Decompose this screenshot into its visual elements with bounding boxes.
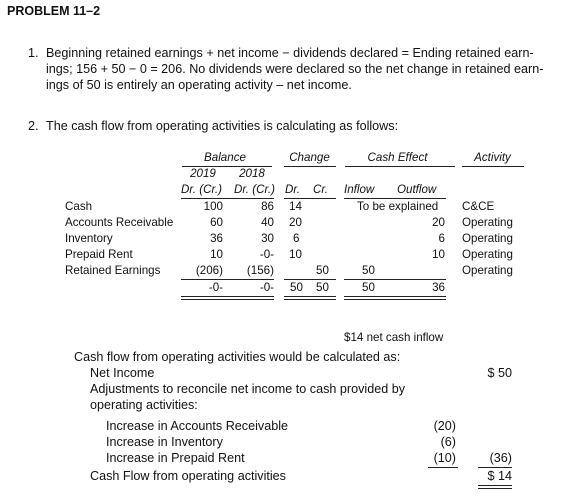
header-cr: Cr. — [313, 183, 329, 196]
row-2019: (206) — [195, 264, 223, 277]
cashflow-total-double-rule — [478, 485, 512, 489]
cashflow-total-label: Cash Flow from operating activities — [90, 469, 286, 483]
total-2019: -0- — [208, 281, 223, 294]
row-outflow: 6 — [438, 232, 445, 245]
net-income-value: $ 50 — [487, 366, 512, 380]
row-label: Cash — [65, 200, 93, 213]
adjustments-line-1: Adjustments to reconcile net income to cash provided by — [90, 382, 406, 396]
item-1-number: 1. — [28, 46, 39, 60]
row-inflow: 50 — [362, 264, 375, 277]
change-underline — [284, 166, 336, 167]
total-outflow: 36 — [432, 281, 445, 294]
activity-underline — [462, 166, 524, 167]
row-2019: 100 — [203, 200, 223, 213]
item-2-number: 2. — [28, 119, 39, 133]
totals-double-rule-change — [284, 296, 336, 300]
row-2018: (156) — [246, 264, 274, 277]
drcr-underline — [181, 198, 274, 199]
adjustments-line-2: operating activities: — [90, 398, 198, 412]
row-dr: 6 — [293, 232, 300, 245]
item-1-line-3: ings of 50 is entirely an operating activity – net income. — [46, 78, 352, 92]
row-label: Retained Earnings — [65, 264, 161, 277]
row-activity: Operating — [462, 232, 513, 245]
row-outflow: 20 — [432, 216, 445, 229]
header-2018: 2018 — [239, 167, 265, 180]
drcr-change-underline — [284, 198, 336, 199]
totals-rule-change — [284, 279, 336, 280]
header-change: Change — [289, 151, 330, 164]
net-cash-note: $14 net cash inflow — [344, 331, 444, 344]
total-cr: 50 — [316, 281, 329, 294]
page-title: PROBLEM 11–2 — [7, 4, 101, 18]
row-activity: Operating — [462, 248, 513, 261]
row-2018: -0- — [259, 248, 274, 261]
cash-effect-underline — [345, 166, 455, 167]
row-2018: 30 — [261, 232, 274, 245]
adjustment-label: Increase in Inventory — [106, 435, 223, 449]
net-income-label: Net Income — [90, 366, 155, 380]
total-inflow: 50 — [362, 281, 375, 294]
row-label: Accounts Receivable — [65, 216, 174, 229]
row-2018: 40 — [261, 216, 274, 229]
adjustments-subtotal-rule — [428, 467, 458, 468]
row-2018: 86 — [261, 200, 274, 213]
header-drcr-2019: Dr. (Cr.) — [181, 183, 222, 196]
row-dr: 20 — [289, 216, 302, 229]
header-cash-effect: Cash Effect — [367, 151, 428, 164]
header-dr: Dr. — [285, 183, 301, 196]
totals-rule-balance — [181, 279, 274, 280]
adjustments-total: (36) — [489, 451, 512, 465]
item-2-text: The cash flow from operating activities is calculating as follows: — [46, 119, 399, 133]
row-2019: 10 — [210, 248, 223, 261]
header-balance: Balance — [204, 151, 246, 164]
row-activity: Operating — [462, 216, 513, 229]
row-label: Inventory — [65, 232, 113, 245]
adjustment-value: (10) — [433, 451, 456, 465]
adjustments-total-rule — [478, 467, 512, 468]
total-2018: -0- — [259, 281, 274, 294]
row-label: Prepaid Rent — [65, 248, 133, 261]
adjustment-value: (20) — [433, 419, 456, 433]
cashflow-intro: Cash flow from operating activities would be calculated as: — [74, 350, 401, 364]
row-activity: C&CE — [462, 200, 495, 213]
inflow-outflow-underline — [344, 198, 446, 199]
header-inflow: Inflow — [344, 183, 375, 196]
header-activity: Activity — [474, 151, 511, 164]
header-outflow: Outflow — [397, 183, 437, 196]
item-1-line-1: Beginning retained earnings + net income − dividends declared = Ending retained earn- — [46, 46, 534, 60]
totals-rule-cash — [344, 279, 446, 280]
row-2019: 60 — [210, 216, 223, 229]
cashflow-total-value: $ 14 — [487, 469, 512, 483]
header-2019: 2019 — [190, 167, 216, 180]
adjustment-label: Increase in Accounts Receivable — [106, 419, 289, 433]
adjustment-label: Increase in Prepaid Rent — [106, 451, 245, 465]
row-dr: 14 — [289, 200, 302, 213]
row-cr: 50 — [316, 264, 329, 277]
row-2019: 36 — [210, 232, 223, 245]
item-1-line-2: ings; 156 + 50 − 0 = 206. No dividends were declared so the net change in retained earn- — [46, 62, 544, 76]
row-outflow: 10 — [432, 248, 445, 261]
adjustment-value: (6) — [440, 435, 456, 449]
totals-double-rule-balance — [181, 296, 274, 300]
totals-double-rule-cash — [344, 296, 446, 300]
total-dr: 50 — [290, 281, 303, 294]
row-to-be-explained: To be explained — [357, 200, 439, 213]
row-dr: 10 — [289, 248, 302, 261]
row-activity: Operating — [462, 264, 513, 277]
header-drcr-2018: Dr. (Cr.) — [234, 183, 275, 196]
